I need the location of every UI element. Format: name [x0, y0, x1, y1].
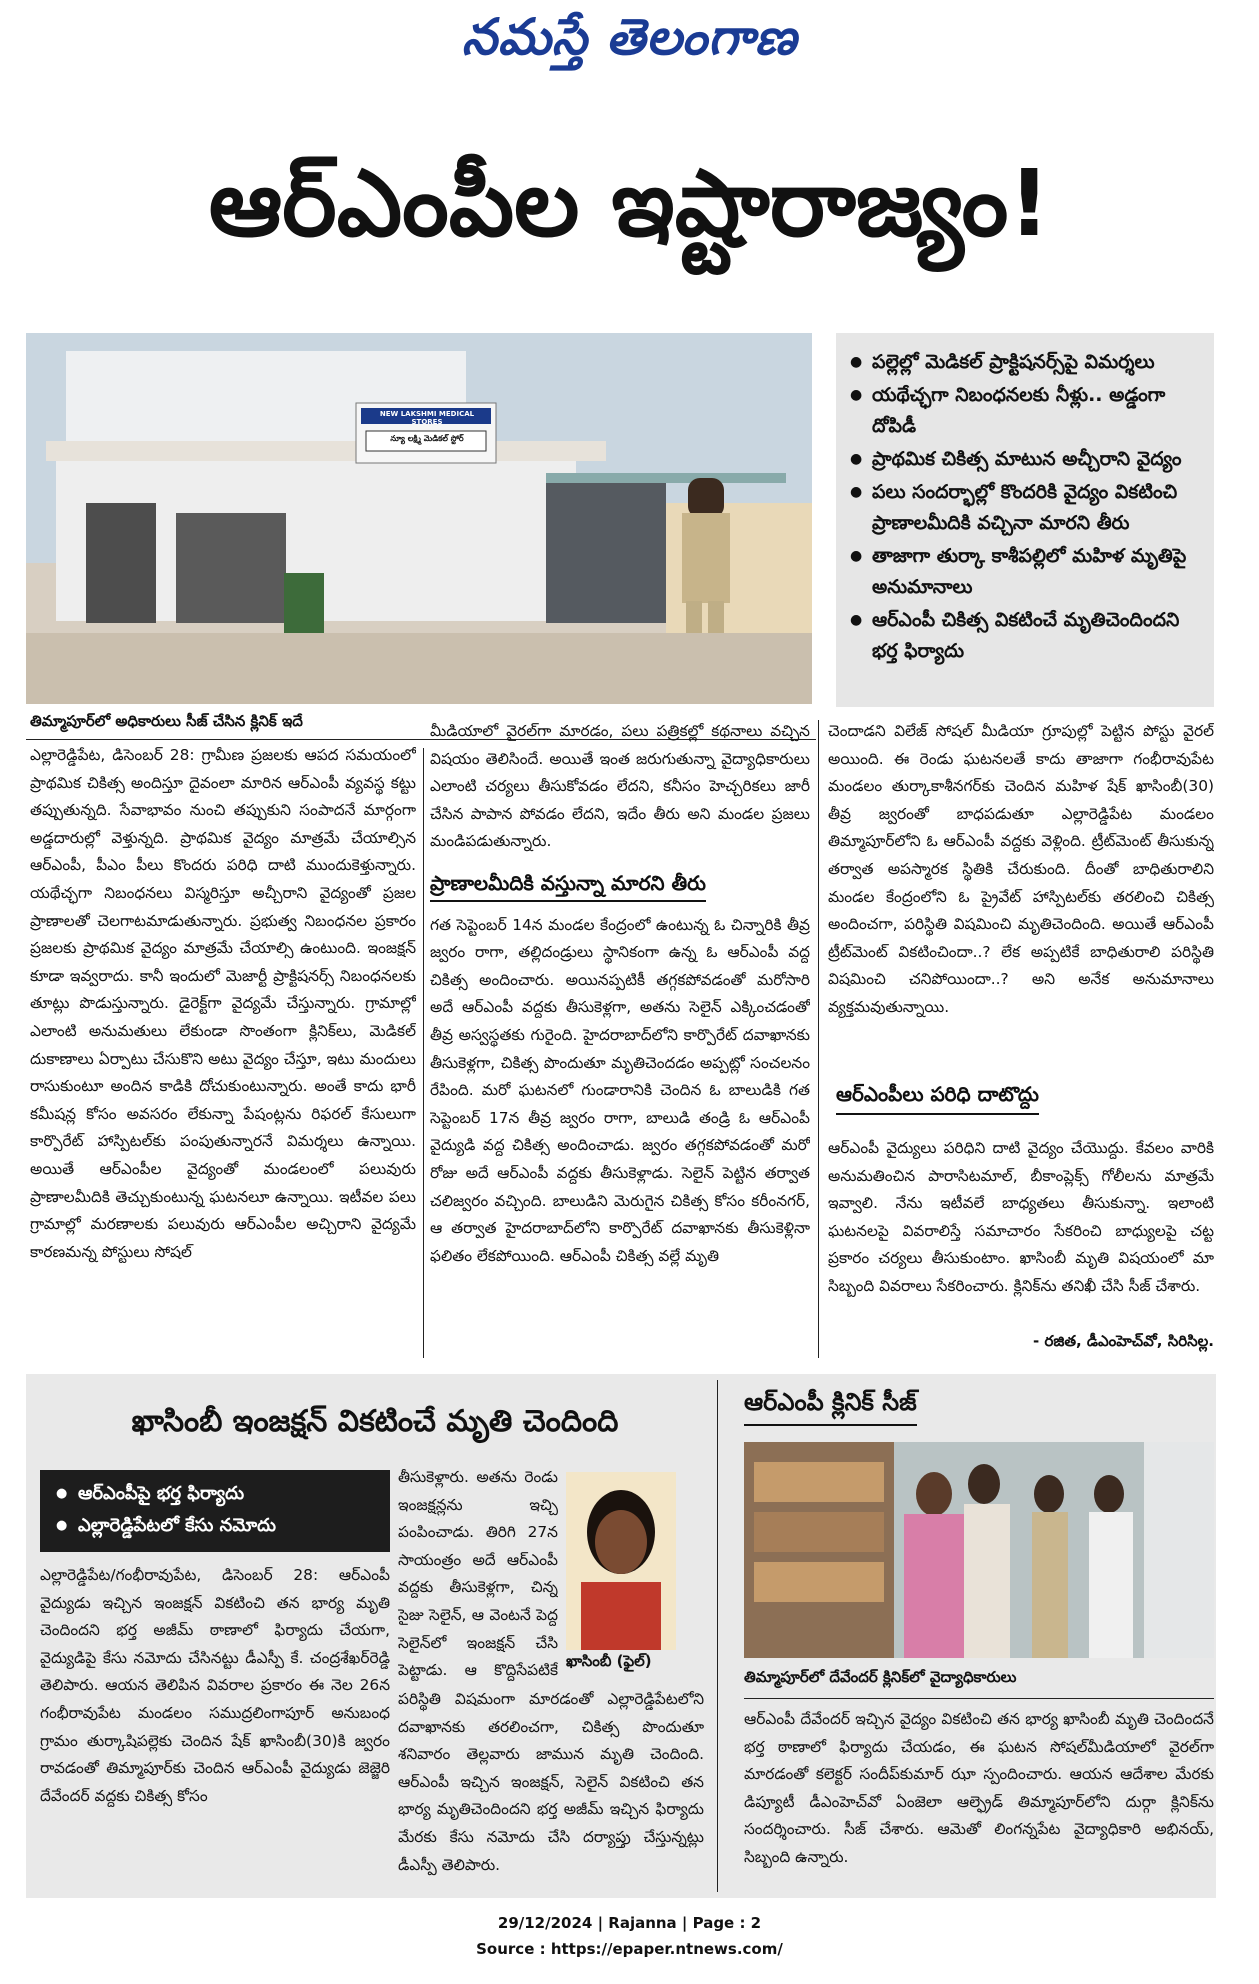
main-story-col2-text-a: మీడియాలో వైరల్‌గా మారడం, పలు పత్రికల్లో కథనాలు వచ్చిన విషయం తెలిసిందే. అయితే ఇంత జరుగుతున్నా వైద్యాధికారులు ఎలాంటి చర్యలు తీసుకోవడం లేదని, కనీసం హెచ్చరికలు జారీ చేసిన పాపాన పోవడం లేదని, ఇదేం తీరు అని మండల ప్రజలు మండిపడుతున్నారు. — [430, 722, 810, 851]
clinic-building-illustration — [26, 333, 812, 704]
column-divider — [423, 748, 424, 1358]
main-story-subhead-2: ఆర్‌ఎంపీలు పరిధి దాటొద్దు — [836, 1082, 1214, 1115]
story2-col2-top-text: తీసుకెళ్లారు. అతను రెండు ఇంజక్షన్లను ఇచ్చి పంపించాడు. తిరిగి 27న సాయంత్రం అదే ఆర్‌ఎంపీ వద్దకు తీసుకెళ్లగా, చిన్న సైజు సెలైన్, ఆ వెంటనే పెద్ద సెలైన్‌లో ఇంజక్షన్ చేసి పెట్టాడు. ఆ కొద్దిసేపటికే — [398, 1468, 558, 1680]
highlight-item: ● పలు సందర్భాల్లో కొందరికి వైద్యం వికటించి ప్రాణాలమీదికి వచ్చినా మారని తీరు — [850, 477, 1204, 539]
highlight-item: ● ఆర్‌ఎంపీ చికిత్స వికటించే మృతిచెందిందని భర్త ఫిర్యాదు — [850, 605, 1204, 667]
footer-date-line: 29/12/2024 | Rajanna | Page : 2 — [497, 1914, 762, 1932]
divider — [744, 1698, 1214, 1699]
main-story-column-3 — [828, 718, 1214, 1143]
column-divider — [818, 720, 819, 1358]
clinic-sign-english: NEW LAKSHMI MEDICAL STORES — [379, 410, 475, 426]
story2-bullet: ● ఎల్లారెడ్డిపేటలో కేసు నమోదు — [56, 1510, 380, 1542]
story2-bullet: ● ఆర్‌ఎంపీపై భర్త ఫిర్యాదు — [56, 1478, 380, 1510]
story2-col2-bottom-text: పరిస్థితి విషమంగా మారడంతో ఎల్లారెడ్డిపేటలోని దవాఖానకు తరలించగా, చికిత్స పొందుతూ శనివారం తెల్లవారు జామున మృతి చెందింది. ఆర్‌ఎంపీ ఇచ్చిన ఇంజక్షన్, సెలైన్ వికటించి తన భార్య మృతిచెందిందని భర్త అజీమ్ ఇచ్చిన ఫిర్యాదు మేరకు కేసు నమోదు చేసి దర్యాప్తు చేస్తున్నట్లు డీఎస్పీ తెలిపారు. — [398, 1690, 704, 1874]
story2-col1-text: ఎల్లారెడ్డిపేట/గంభీరావుపేట, డిసెంబర్ 28: ఆర్‌ఎంపీ వైద్యుడు ఇచ్చిన ఇంజక్షన్ వికటించి తన భార్య మృతి చెందిందని భర్త అజీమ్ ఠాణాలో ఫిర్యాదు చేయగా, వైద్యుడిపై కేసు నమోదు చేసినట్టు డీఎస్పీ కే. చంద్రశేఖర్‌రెడ్డి తెలిపారు. ఆయన తెలిపిన వివరాల ప్రకారం ఈ నెల 26న గంభీరావుపేట మండలం సముద్రలింగాపూర్ అనుబంధ గ్రామం తుర్కాషిపల్లెకు చెందిన షేక్ ఖాసింబీ(30)కి జ్వరం రావడంతో తిమ్మాపూర్‌కు చెందిన ఆర్‌ఎంపీ వైద్యుడు జెజ్జెరి దేవేందర్ వద్దకు చికిత్స కోసం — [40, 1566, 390, 1805]
story2-column-1 — [40, 1562, 390, 1882]
inspection-photo-caption: తిమ్మాపూర్‌లో దేవేందర్ క్లినిక్‌లో వైద్యాధికారులు — [744, 1668, 1017, 1686]
clinic-photo-caption: తిమ్మాపూర్‌లో అధికారులు సీజ్ చేసిన క్లినిక్ ఇదే — [30, 712, 303, 730]
clinic-photo — [26, 333, 812, 704]
clinic-sign-telugu: న్యూ లక్ష్మి మెడికల్ స్టోర్ — [390, 434, 464, 443]
story2-bullets-box — [40, 1470, 390, 1552]
story2-headline: ఖాసింబీ ఇంజక్షన్ వికటించే మృతి చెందింది — [131, 1404, 619, 1439]
highlight-item: ● ప్రాథమిక చికిత్స మాటున అచ్చీరాని వైద్యం — [850, 444, 1204, 475]
portrait-illustration — [566, 1472, 676, 1650]
highlights-box — [836, 333, 1214, 707]
main-story-column-2 — [430, 718, 810, 1354]
highlight-item: ● పల్లెల్లో మెడికల్ ప్రాక్టిషనర్స్‌పై విమర్శలు — [850, 347, 1204, 378]
main-story-col3-text-a: చెందాడని విలేజ్ సోషల్ మీడియా గ్రూపుల్లో పెట్టిన పోస్టు వైరల్ అయింది. ఈ రెండు ఘటనలతే కాదు తాజాగా గంభీరావుపేట మండలం తుర్కాకాశీనగర్‌కు చెందిన మహిళ షేక్ ఖాసింబీ(30) తీవ్ర జ్వరంతో బాధపడుతూ ఎల్లారెడ్డిపేట మండలం తిమ్మాపూర్‌లోని ఓ ఆర్‌ఎంపీ వద్దకు వెళ్లింది. ట్రీట్‌మెంట్ తీసుకున్న తర్వాత అపస్మారక స్థితికి చేరుకుంది. దీంతో బాధితురాలిని మండల కేంద్రంలోని ఓ ప్రైవేట్ హాస్పిటల్‌కు తరలించి చికిత్స అందించగా, పరిస్థితి విషమించి మృతిచెందింది. అయితే ఆర్‌ఎంపీ ట్రీట్‌మెంట్ వికటించిందా..? లేక అప్పటికే బాధితురాలి పరిస్థితి విషమించి చనిపోయిందా..? అని అనేక అనుమానాలు వ్యక్తమవుతున్నాయి. — [828, 722, 1214, 1016]
highlight-item: ● యథేచ్ఛగా నిబంధనలకు నీళ్లు.. అడ్డంగా దోపిడీ — [850, 380, 1204, 442]
page-headline: ఆర్‌ఎంపీల ఇష్టారాజ్యం! — [208, 150, 1051, 257]
khasimbi-photo — [566, 1472, 676, 1650]
story3-text-column — [744, 1706, 1214, 1886]
story2-column-2-bottom — [398, 1686, 704, 1884]
main-story-column-1 — [30, 742, 416, 1352]
story2-column-2-top — [398, 1464, 558, 1686]
masthead-logo: నమస్తే తెలంగాణ — [461, 8, 798, 66]
main-story-col1-text: ఎల్లారెడ్డిపేట, డిసెంబర్ 28: గ్రామీణ ప్రజలకు ఆపద సమయంలో ప్రాథమిక చికిత్స అందిస్తూ దైవంలా మారిన ఆర్‌ఎంపీ వ్యవస్థ కట్టు తప్పుతున్నది. సేవాభావం నుంచి తప్పుకుని సంపాదనే మార్గంగా అడ్డదారుల్లో వెళ్తున్నది. ప్రాథమిక వైద్యం మాత్రమే చేయాల్సిన ఆర్‌ఎంపీ, పీఎం పీలు కొందరు పరిధి దాటి ముందుకెళ్తున్నారు. యథేచ్ఛగా నిబంధనలు విస్మరిస్తూ అచ్చీరాని వైద్యంతో ప్రజల ప్రాణాలతో చెలగాటమాడుతున్నారు. ప్రభుత్వ నిబంధనల ప్రకారం ప్రజలకు ప్రాథమిక వైద్యం మాత్రమే చేయాల్సి ఉంటుంది. ఇంజక్షన్ కూడా ఇవ్వరాదు. కానీ ఇందులో మెజార్టీ ప్రాక్టిషనర్స్ నిబంధనలకు తూట్లు పొడుస్తున్నారు. డైరెక్ట్‌గా వైద్యమే చేస్తున్నారు. గ్రామాల్లో ఎలాంటి అనుమతులు లేకుండా సొంతంగా క్లినిక్‌లు, మెడికల్ దుకాణాలు ఏర్పాటు చేసుకొని అటు వైద్యం చేస్తూ, ఇటు మందులు రాసుకుంటూ అందిన కాడికి దోచుకుంటున్నారు. అంతే కాదు భారీ కమీషన్ల కోసం అవసరం లేకున్నా పేషంట్లను రిఫరల్ కేసులుగా కార్పొరేట్ హాస్పిటల్‌కు పంపుతున్నారనే విమర్శలు ఉన్నాయి. అయితే ఆర్‌ఎంపీల వైద్యంతో మండలంలో పలువురు ప్రాణాలమీదికి తెచ్చుకుంటున్న ఘటనలూ ఉన్నాయి. ఇటీవల పలు గ్రామాల్లో మరణాలకు పలువురు ఆర్‌ఎంపీల అచ్చిరాని వైద్యమే కారణమన్న పోస్టులు సోషల్ — [30, 746, 416, 1261]
main-story-col2-text-b: గత సెప్టెంబర్ 14న మండల కేంద్రంలో ఉంటున్న ఓ చిన్నారికి తీవ్ర జ్వరం రాగా, తల్లిదండ్రులు స్థానికంగా ఉన్న ఓ ఆర్‌ఎంపీ వద్ద చికిత్స అందించారు. అయినప్పటికీ తగ్గకపోవడంతో మరోసారి అదే ఆర్‌ఎంపీ వద్దకు తీసుకెళ్లగా, అతను సెలైన్ ఎక్కించడంతో తీవ్ర అస్వస్థతకు గురైంది. హైదరాబాద్‌లోని కార్పొరేట్ దవాఖానకు తీసుకెళ్లగా, చికిత్స పొందుతూ మృతిచెందడం అప్పట్లో సంచలనం రేపింది. మరో ఘటనలో గుండారానికి చెందిన ఓ బాలుడికి గత సెప్టెంబర్ 17న తీవ్ర జ్వరం రాగా, బాలుడి తండ్రి ఓ ఆర్‌ఎంపీ వైద్యుడి వద్ద చికిత్స అందించాడు. జ్వరం తగ్గకపోవడంతో మరో రోజు అదే ఆర్‌ఎంపీ వద్దకు తీసుకెళ్లాడు. సెలైన్ పెట్టిన తర్వాత చలిజ్వరం వచ్చింది. బాలుడిని మెరుగైన చికిత్స కోసం కరీంనగర్, ఆ తర్వాత హైదరాబాద్‌లోని కార్పొరేట్ దవాఖానకు తీసుకెళ్లినా ఫలితం లేకపోయింది. ఆర్‌ఎంపీ చికిత్స వల్లే మృతి — [430, 915, 810, 1265]
main-story-quote — [828, 1135, 1214, 1335]
khasimbi-photo-caption: ఖాసింబీ (ఫైల్) — [566, 1652, 652, 1670]
inspection-illustration — [744, 1442, 1214, 1658]
main-story-subhead-1: ప్రాణాలమీదికి వస్తున్నా మారని తీరు — [430, 870, 810, 902]
column-divider — [717, 1380, 718, 1892]
main-story-col3-text-b: ఆర్‌ఎంపీ వైద్యులు పరిధిని దాటి వైద్యం చేయొద్దు. కేవలం వారికి అనుమతించిన పారాసిటమాల్, బీకాంప్లెక్స్ గోలీలను మాత్రమే ఇవ్వాలి. నేను ఇటీవలే బాధ్యతలు తీసుకున్నా. ఇలాంటి ఘటనలపై వివరాలిస్తే సమాచారం సేకరించి బాధ్యులపై చట్ట ప్రకారం చర్యలు తీసుకుంటాం. ఖాసింబీ మృతి విషయంలో మా సిబ్బంది వివరాలు సేకరించారు. క్లినిక్‌ను తనిఖీ చేసి సీజ్ చేశారు. — [828, 1139, 1214, 1295]
highlight-item: ● తాజాగా తుర్కా కాశీపల్లిలో మహిళ మృతిపై అనుమానాలు — [850, 541, 1204, 603]
story3-headline: ఆర్‌ఎంపీ క్లినిక్ సీజ్ — [744, 1388, 1204, 1426]
clinic-inspection-photo — [744, 1442, 1214, 1658]
story3-text: ఆర్‌ఎంపీ దేవేందర్ ఇచ్చిన వైద్యం వికటించి తన భార్య ఖాసింబీ మృతి చెందిందనే భర్త ఠాణాలో ఫిర్యాదు చేయడం, ఈ ఘటన సోషల్‌మీడియాలో వైరల్‌గా మారడంతో కలెక్టర్ సందీప్‌కుమార్ ఝా స్పందించారు. ఆయన ఆదేశాల మేరకు డిప్యూటీ డీఎంహెచ్‌వో ఏంజెలా ఆల్ఫ్రెడ్ తిమ్మాపూర్‌లోని దుర్గా క్లినిక్‌ను సందర్శించారు. సీజ్ చేశారు. ఆమెతో లింగన్నపేట వైద్యాధికారి అభినయ్, సిబ్బంది ఉన్నారు. — [744, 1710, 1214, 1866]
quote-attribution: - రజిత, డీఎంహెచ్‌వో, సిరిసిల్ల. — [1033, 1332, 1214, 1350]
footer-source-line: Source : https://epaper.ntnews.com/ — [476, 1940, 783, 1958]
